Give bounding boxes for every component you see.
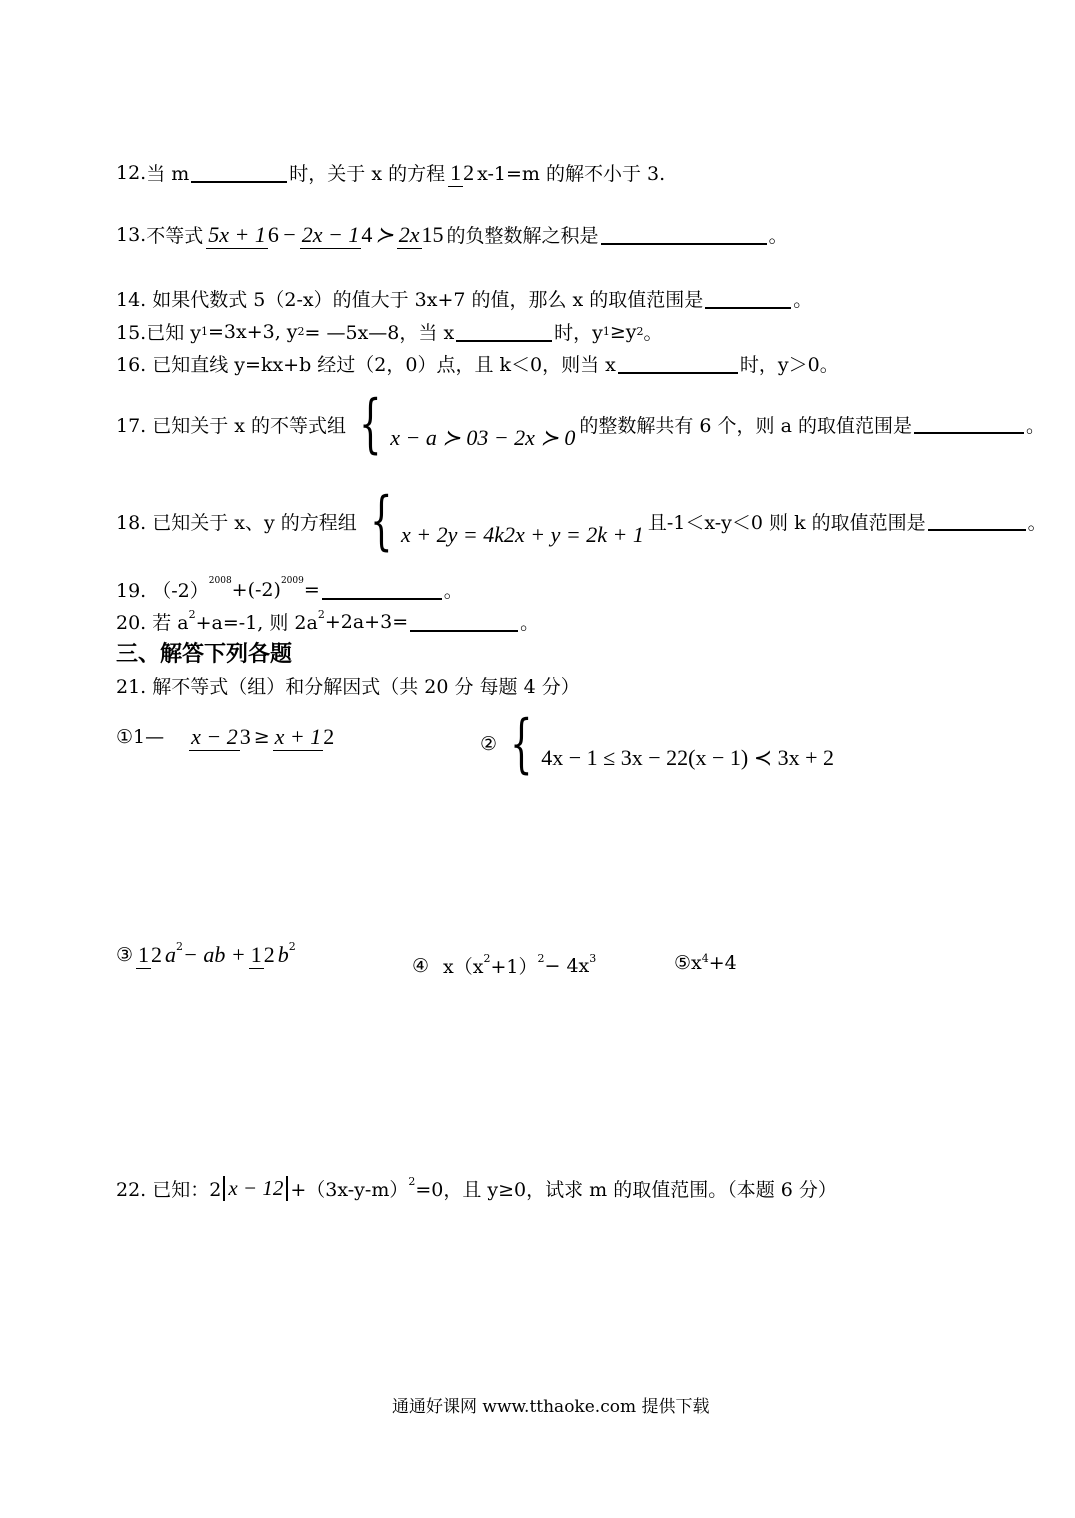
question-21-part-4: ④ x（x $^2$ +1） $^2$ − 4x $^3$ xyxy=(412,952,597,978)
section-heading: 三、解答下列各题 xyxy=(116,642,293,667)
answer-blank[interactable] xyxy=(618,354,738,374)
absolute-value: x − 12 xyxy=(223,1176,288,1201)
question-21-part-3: ③ 12 a $^2$ − ab + 12 b $^2$ xyxy=(116,940,296,969)
question-15: 15.已知 y 1 =3x+3, y 2 = —5x—8，当 x 时，y 1 ≥y 2 。 xyxy=(116,320,663,344)
fraction: 2x − 14 xyxy=(300,220,373,249)
answer-blank[interactable] xyxy=(914,414,1024,434)
page-footer: 通通好课网 www.tthaoke.com 提供下载 xyxy=(392,1397,710,1417)
equation-system: { x + 2y = 4k2x + y = 2k + 1 xyxy=(369,484,644,558)
fraction: 12 xyxy=(136,940,162,969)
answer-blank[interactable] xyxy=(705,289,791,309)
question-21-part-5: ⑤ x $^4$ +4 xyxy=(674,952,737,974)
answer-blank[interactable] xyxy=(410,612,518,632)
answer-blank[interactable] xyxy=(601,225,767,245)
question-20: 20. 若 a $^2$ +a=-1, 则 2a $^2$ +2a+3= 。 xyxy=(116,608,540,634)
answer-blank[interactable] xyxy=(456,322,552,342)
fraction: 12 xyxy=(448,158,474,187)
inequality-system: { x − a ≻ 03 − 2x ≻ 0 xyxy=(359,387,576,461)
inequality-system: { 4x − 1 ≤ 3x − 22(x − 1) ≺ 3x + 2 xyxy=(510,707,835,781)
fraction: x − 23 xyxy=(189,722,251,751)
answer-blank[interactable] xyxy=(191,163,287,183)
question-21-part-1: ①1— x − 23 ≥ x + 12 xyxy=(116,722,337,751)
fraction: 2x15 xyxy=(397,220,444,249)
question-17: 17. 已知关于 x 的不等式组 { x − a ≻ 03 − 2x ≻ 0 的整数解共有 6 个，则 a 的取值范围是 。 xyxy=(116,387,1045,461)
answer-blank[interactable] xyxy=(322,580,442,600)
question-21-part-2: ② { 4x − 1 ≤ 3x − 22(x − 1) ≺ 3x + 2 xyxy=(480,707,835,781)
question-13: 13. 不等式 5x + 16 − 2x − 14 ≻ 2x15 的负整数解之积是 。 xyxy=(116,220,788,249)
question-16: 16. 已知直线 y=kx+b 经过（2，0）点，且 k＜0，则当 x 时，y＞0。 xyxy=(116,354,839,376)
question-14: 14. 如果代数式 5（2-x）的值大于 3x+7 的值，那么 x 的取值范围是 。 xyxy=(116,289,813,311)
fraction: 5x + 16 xyxy=(206,220,279,249)
fraction: x + 12 xyxy=(273,722,335,751)
question-22: 22. 已知：2 x − 12 +（3x-y-m） $^2$ =0，且 y≥0，试求 m 的取值范围。（本题 6 分） xyxy=(116,1175,837,1201)
answer-blank[interactable] xyxy=(928,511,1026,531)
question-19: 19. （-2） $^{2008}$ +(-2) $^{2009}$ = 。 xyxy=(116,576,463,602)
question-12: 12. 当 m 时，关于 x 的方程 12 x-1=m 的解不小于 3. xyxy=(116,158,665,187)
question-18: 18. 已知关于 x、y 的方程组 { x + 2y = 4k2x + y = 2k + 1 且-1＜x-y＜0 则 k 的取值范围是 。 xyxy=(116,484,1047,558)
fraction: 12 xyxy=(249,940,275,969)
question-21-title: 21. 解不等式（组）和分解因式（共 20 分 每题 4 分） xyxy=(116,676,580,698)
